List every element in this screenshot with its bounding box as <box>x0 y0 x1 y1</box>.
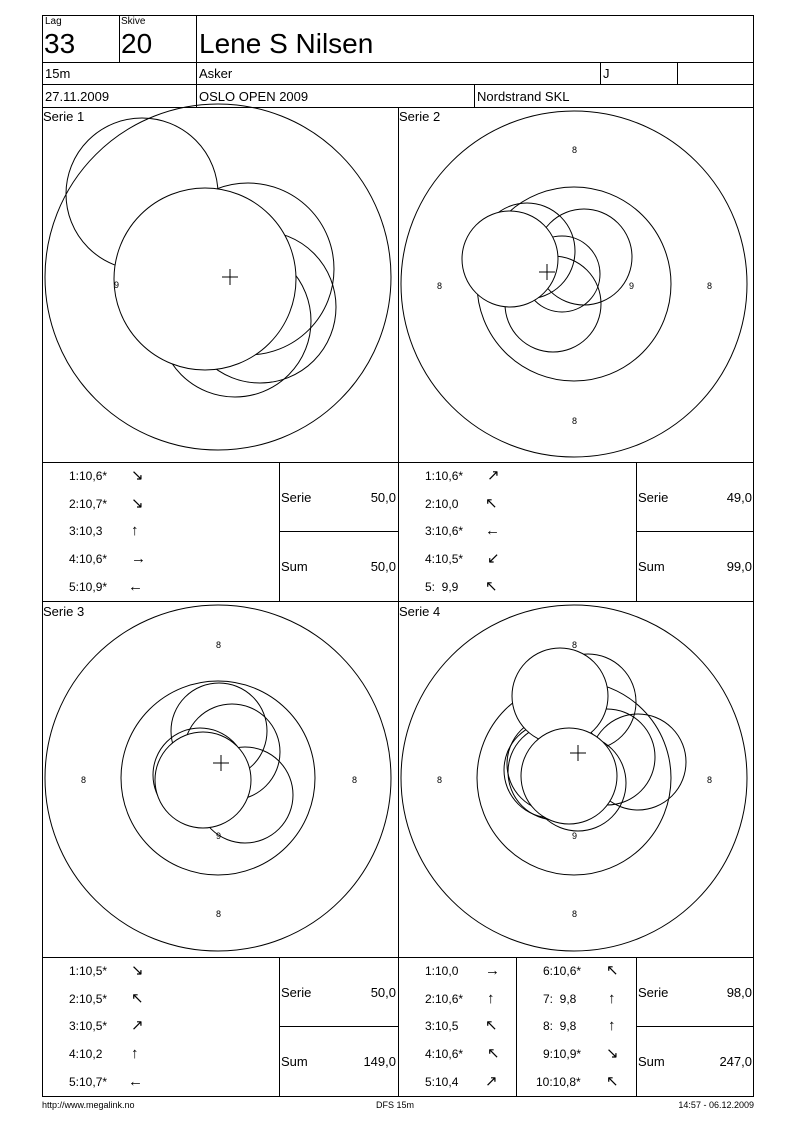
target-serie-3 <box>42 602 398 957</box>
ring-label-8: 8 <box>572 416 578 426</box>
shot-score: 1:10,0 <box>425 964 459 978</box>
shot-score: 9:10,9* <box>543 1047 582 1061</box>
serie-total-label: Serie <box>638 490 669 505</box>
class: J <box>603 66 610 81</box>
sum-label: Sum <box>638 1054 665 1069</box>
shot-score: 7: 9,8 <box>543 992 577 1006</box>
serie-2-label: Serie 2 <box>399 109 441 124</box>
direction-arrow-icon: ← <box>128 578 143 595</box>
shot-score: 5: 9,9 <box>425 580 459 594</box>
target-serie-2 <box>398 107 754 462</box>
shot-score: 5:10,9* <box>69 580 108 594</box>
direction-arrow-icon: ↖ <box>487 1045 500 1062</box>
direction-arrow-icon: ↖ <box>131 990 144 1007</box>
ring-label-8: 8 <box>572 909 578 919</box>
direction-arrow-icon: ↖ <box>485 578 498 595</box>
direction-arrow-icon: ← <box>485 522 500 539</box>
serie-total-value: 50,0 <box>370 490 396 505</box>
direction-arrow-icon: ↑ <box>131 522 139 539</box>
lag-label: Lag <box>45 16 62 27</box>
shot-hole <box>521 728 617 824</box>
shot-score: 1:10,5* <box>69 964 108 978</box>
direction-arrow-icon: ↗ <box>487 467 500 484</box>
direction-arrow-icon: → <box>485 962 500 979</box>
target-ring <box>401 111 747 457</box>
serie-total-label: Serie <box>638 985 669 1000</box>
ring-label-8: 8 <box>437 775 443 785</box>
serie-total-value: 50,0 <box>370 985 396 1000</box>
direction-arrow-icon: ↑ <box>608 1017 616 1034</box>
target-serie-4 <box>398 602 754 957</box>
ring-label-8: 8 <box>707 775 713 785</box>
shooter-name: Lene S Nilsen <box>199 28 374 59</box>
skive-value: 20 <box>121 28 153 59</box>
shot-score: 4:10,5* <box>425 552 464 566</box>
sum-label: Sum <box>638 559 665 574</box>
footer-system: DFS 15m <box>376 1100 415 1110</box>
direction-arrow-icon: ↗ <box>131 1017 144 1034</box>
shot-score: 6:10,6* <box>543 964 582 978</box>
ring-label-8: 8 <box>572 145 578 155</box>
direction-arrow-icon: ↑ <box>131 1045 139 1062</box>
serie-total-label: Serie <box>281 985 312 1000</box>
footer-timestamp: 14:57 - 06.12.2009 <box>678 1100 754 1110</box>
sum-value: 247,0 <box>719 1054 752 1069</box>
shot-score: 8: 9,8 <box>543 1019 577 1033</box>
ring-label-8: 8 <box>216 640 222 650</box>
shot-hole <box>155 732 251 828</box>
shot-score: 3:10,3 <box>69 524 103 538</box>
shot-hole <box>462 211 558 307</box>
ring-label-8: 8 <box>216 909 222 919</box>
ring-label-9: 9 <box>572 831 578 841</box>
serie-3-label: Serie 3 <box>43 604 85 619</box>
direction-arrow-icon: ↘ <box>131 467 144 484</box>
direction-arrow-icon: ↙ <box>487 550 500 567</box>
date: 27.11.2009 <box>45 89 110 104</box>
shot-score: 5:10,4 <box>425 1075 459 1089</box>
direction-arrow-icon: ↘ <box>131 495 144 512</box>
lag-value: 33 <box>44 28 76 59</box>
ring-label-9: 9 <box>629 281 635 291</box>
direction-arrow-icon: ↑ <box>487 990 495 1007</box>
footer-url: http://www.megalink.no <box>42 1100 135 1110</box>
target-serie-1 <box>42 107 398 462</box>
serie-total-value: 49,0 <box>726 490 752 505</box>
direction-arrow-icon: ↑ <box>608 990 616 1007</box>
club: Asker <box>199 66 233 81</box>
direction-arrow-icon: ↗ <box>485 1073 498 1090</box>
shot-score: 10:10,8* <box>536 1075 581 1089</box>
shot-score: 2:10,0 <box>425 497 459 511</box>
direction-arrow-icon: ↖ <box>606 962 619 979</box>
ring-label-8: 8 <box>707 281 713 291</box>
competition: OSLO OPEN 2009 <box>199 89 309 104</box>
shot-score: 3:10,6* <box>425 524 464 538</box>
shot-score: 2:10,5* <box>69 992 108 1006</box>
direction-arrow-icon: → <box>131 550 146 567</box>
direction-arrow-icon: ↘ <box>606 1045 619 1062</box>
serie-total-value: 98,0 <box>726 985 752 1000</box>
shot-score: 4:10,6* <box>69 552 108 566</box>
shot-score: 1:10,6* <box>69 469 108 483</box>
shot-score: 5:10,7* <box>69 1075 108 1089</box>
direction-arrow-icon: ↘ <box>131 962 144 979</box>
serie-4-label: Serie 4 <box>399 604 441 619</box>
direction-arrow-icon: ↖ <box>606 1073 619 1090</box>
ring-label-8: 8 <box>572 640 578 650</box>
shot-score: 2:10,6* <box>425 992 464 1006</box>
ring-label-8: 8 <box>437 281 443 291</box>
direction-arrow-icon: ↖ <box>485 495 498 512</box>
sum-label: Sum <box>281 1054 308 1069</box>
sum-label: Sum <box>281 559 308 574</box>
shot-score: 3:10,5* <box>69 1019 108 1033</box>
sum-value: 99,0 <box>726 559 752 574</box>
direction-arrow-icon: ← <box>128 1073 143 1090</box>
sum-value: 50,0 <box>370 559 396 574</box>
serie-total-label: Serie <box>281 490 312 505</box>
shot-score: 4:10,2 <box>69 1047 103 1061</box>
serie-1-label: Serie 1 <box>43 109 85 124</box>
shot-score: 4:10,6* <box>425 1047 464 1061</box>
ring-label-9: 9 <box>216 831 222 841</box>
sum-value: 149,0 <box>363 1054 396 1069</box>
shot-score: 1:10,6* <box>425 469 464 483</box>
ring-label-8: 8 <box>352 775 358 785</box>
direction-arrow-icon: ↖ <box>485 1017 498 1034</box>
ring-label-9: 9 <box>114 280 120 290</box>
ring-label-8: 8 <box>81 775 87 785</box>
shot-score: 2:10,7* <box>69 497 108 511</box>
shot-hole <box>114 188 296 370</box>
distance: 15m <box>45 66 71 81</box>
skive-label: Skive <box>121 16 146 27</box>
shot-score: 3:10,5 <box>425 1019 459 1033</box>
organizer: Nordstrand SKL <box>477 89 570 104</box>
